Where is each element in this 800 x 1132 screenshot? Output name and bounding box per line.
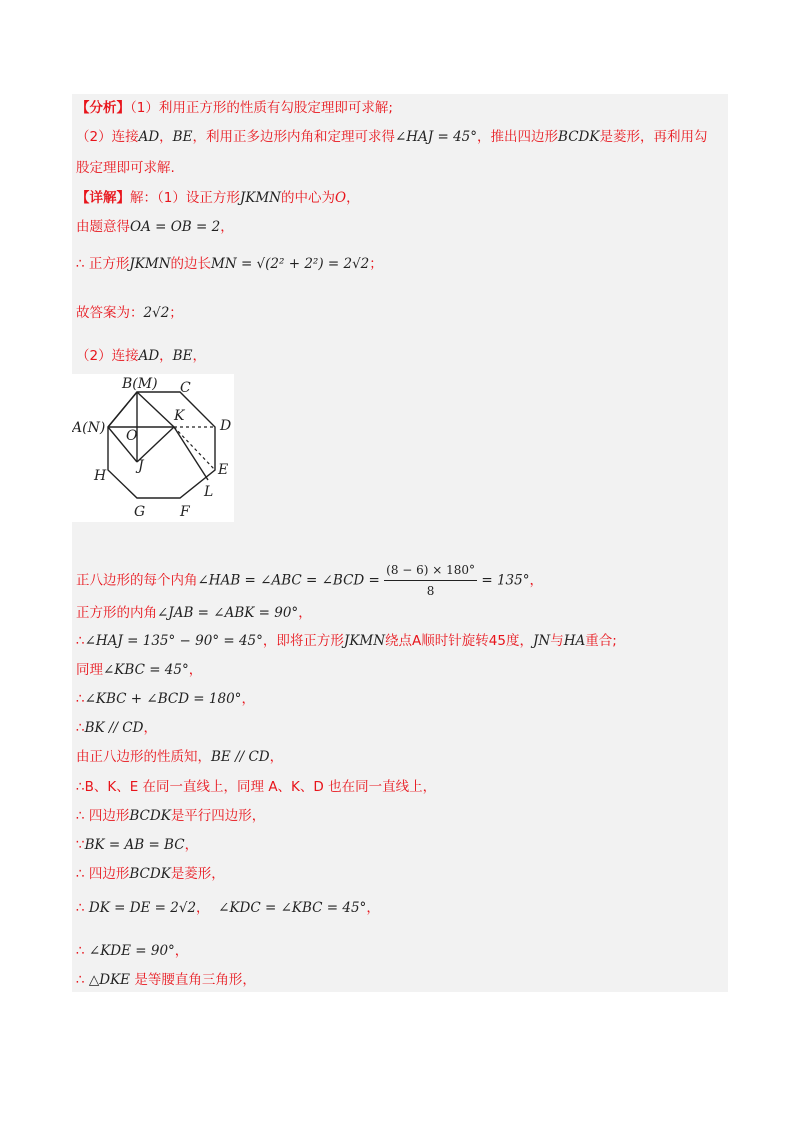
detail-line-2: 由题意得OA = OB = 2， xyxy=(76,219,234,235)
detail-line-6: 正八边形的每个内角∠HAB = ∠ABC = ∠BCD = $\frac{(8 - 6) \times 180^\circ}{8}$ = 135°， xyxy=(76,560,543,601)
detail-line-9: 同理∠KBC = 45°， xyxy=(76,662,203,678)
analysis-line-2: （2）连接AD，BE，利用正多边形内角和定理可求得∠HAJ = 45°，推出四边形BCDK是菱形，再利用勾 xyxy=(76,129,708,145)
label-c: C xyxy=(180,380,191,396)
detail-line-11: ∴BK // CD， xyxy=(76,720,157,736)
label-d: D xyxy=(220,418,232,434)
octagon-figure xyxy=(72,374,234,522)
detail-line-7: 正方形的内角∠JAB = ∠ABK = 90°， xyxy=(76,605,312,621)
label-b: B(M) xyxy=(122,376,158,392)
detail-line-8: ∴∠HAJ = 135° − 90° = 45°，即将正方形JKMN绕点A顺时针旋转45度，JN与HA重合; xyxy=(76,633,617,649)
detail-line-18: ∴ ∠KDE = 90°， xyxy=(76,943,189,959)
label-h: H xyxy=(94,468,107,484)
analysis-line-1: 【分析】（1）利用正方形的性质有勾股定理即可求解; xyxy=(76,100,393,116)
label-f: F xyxy=(180,504,190,520)
label-a: A(N) xyxy=(72,420,106,436)
detail-line-14: ∴ 四边形BCDK是平行四边形， xyxy=(76,808,266,824)
octagon-diagram xyxy=(72,374,234,522)
label-g: G xyxy=(134,504,146,520)
detail-line-3: ∴ 正方形JKMN的边长MN = √(2² + 2²) = 2√2； xyxy=(76,256,383,272)
analysis-tag: 【分析】 xyxy=(76,100,130,116)
detail-line-1: 【详解】解：（1）设正方形JKMN的中心为O， xyxy=(76,190,360,206)
fraction: $\frac{(8 - 6) \times 180^\circ}{8}$ xyxy=(384,560,477,601)
label-o: O xyxy=(126,428,138,444)
detail-tag: 【详解】 xyxy=(76,190,130,206)
detail-line-12: 由正八边形的性质知，BE // CD， xyxy=(76,749,284,765)
label-e: E xyxy=(218,462,229,478)
label-j: J xyxy=(138,458,144,474)
label-l: L xyxy=(204,484,214,500)
detail-line-4: 故答案为：2√2； xyxy=(76,305,183,321)
label-k: K xyxy=(174,408,185,424)
detail-line-15: ∵BK = AB = BC， xyxy=(76,837,199,853)
detail-line-5: （2）连接AD，BE， xyxy=(76,348,206,364)
detail-line-10: ∴∠KBC + ∠BCD = 180°， xyxy=(76,691,255,707)
detail-line-19: ∴ △DKE 是等腰直角三角形， xyxy=(76,972,256,988)
detail-line-16: ∴ 四边形BCDK是菱形， xyxy=(76,866,225,882)
detail-line-13: ∴B、K、E 在同一直线上，同理 A、K、D 也在同一直线上， xyxy=(76,779,437,795)
analysis-line-3: 股定理即可求解. xyxy=(76,160,175,176)
detail-line-17: ∴ DK = DE = 2√2， ∠KDC = ∠KBC = 45°， xyxy=(76,900,380,916)
